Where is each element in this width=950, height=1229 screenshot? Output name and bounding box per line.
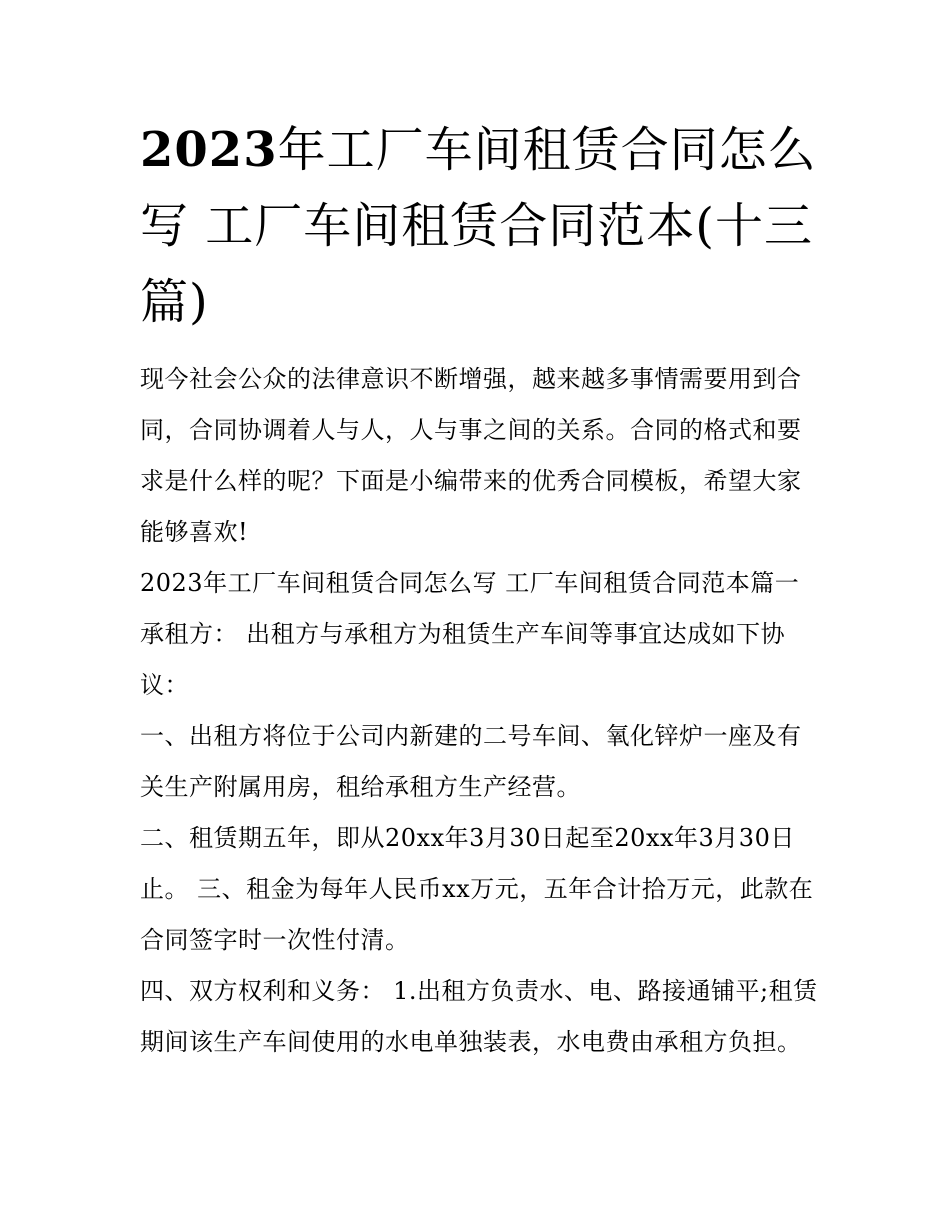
clause-2-3: 二、租赁期五年，即从20xx年3月30日起至20xx年3月30日止。 三、租金为每年人民币xx万元，五年合计拾万元，此款在合同签字时一次性付清。	[140, 824, 814, 954]
title-text: 年工厂车间租赁合同怎么写 工厂车间租赁合同范本(十三篇)	[140, 122, 817, 330]
clause-4: 四、双方权利和义务： 1.出租方负责水、电、路接通铺平;租赁期间该生产车间使用的水电单独装表，水电费由承租方负担。	[140, 977, 818, 1056]
parties-paragraph: 承租方： 出租方与承租方为租赁生产车间等事宜达成如下协议：	[140, 620, 786, 699]
section-heading: 2023年工厂车间租赁合同怎么写 工厂车间租赁合同范本篇一	[140, 569, 800, 597]
intro-paragraph: 现今社会公众的法律意识不断增强，越来越多事情需要用到合同，合同协调着人与人，人与事之间的关系。合同的格式和要求是什么样的呢？下面是小编带来的优秀合同模板，希望大家能够喜欢!	[140, 365, 802, 546]
title-year: 2023	[140, 122, 278, 178]
document-title	[140, 112, 820, 340]
clause-1: 一、出租方将位于公司内新建的二号车间、氧化锌炉一座及有关生产附属用房，租给承租方生产经营。	[140, 722, 802, 801]
document-page	[140, 112, 820, 1068]
